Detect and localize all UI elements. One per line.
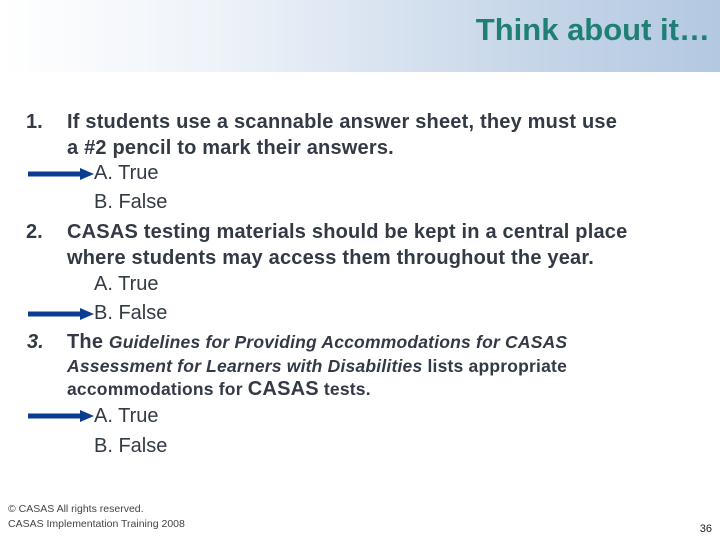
question-2-option-b: B. False bbox=[94, 302, 168, 324]
question-3-line-2-rest: lists appropriate bbox=[422, 356, 568, 376]
question-2-line-2: where students may access them throughout the year. bbox=[67, 247, 595, 269]
answer-arrow-icon bbox=[28, 410, 94, 422]
answer-arrow-icon bbox=[28, 168, 94, 180]
question-2-line-1: CASAS testing materials should be kept in a central place bbox=[67, 221, 628, 243]
question-1-line-2: a #2 pencil to mark their answers. bbox=[67, 137, 394, 159]
question-2-option-a: A. True bbox=[94, 273, 159, 295]
question-3-line-2 bbox=[67, 356, 567, 377]
question-3-line-3-c: tests. bbox=[318, 379, 371, 399]
question-3-line-3-casas: CASAS bbox=[247, 378, 319, 400]
slide-title: Think about it… bbox=[475, 12, 710, 47]
page-number: 36 bbox=[699, 523, 712, 535]
guidelines-title-part-1: Guidelines for Providing Accommodations for CASAS bbox=[108, 332, 568, 352]
question-1-line-1: If students use a scannable answer sheet, they must use bbox=[67, 111, 618, 133]
answer-arrow-icon bbox=[28, 308, 94, 320]
question-3-line-1 bbox=[67, 331, 567, 354]
question-3-line-3 bbox=[67, 378, 371, 401]
question-3-lead: The bbox=[67, 331, 109, 353]
question-2-number: 2. bbox=[26, 221, 43, 243]
question-1-number: 1. bbox=[26, 111, 43, 133]
question-3-option-b: B. False bbox=[94, 435, 168, 457]
footer-training: CASAS Implementation Training 2008 bbox=[8, 518, 185, 530]
footer-copyright: © CASAS All rights reserved. bbox=[8, 503, 144, 515]
guidelines-title-part-2: Assessment for Learners with Disabilities bbox=[67, 356, 423, 376]
question-3-number: 3. bbox=[27, 331, 44, 353]
footer bbox=[8, 502, 185, 532]
question-1-option-a: A. True bbox=[94, 162, 159, 184]
question-1-option-b: B. False bbox=[94, 191, 168, 213]
question-3-line-3-a: accommodations for bbox=[67, 379, 248, 399]
question-3-option-a: A. True bbox=[94, 405, 159, 427]
